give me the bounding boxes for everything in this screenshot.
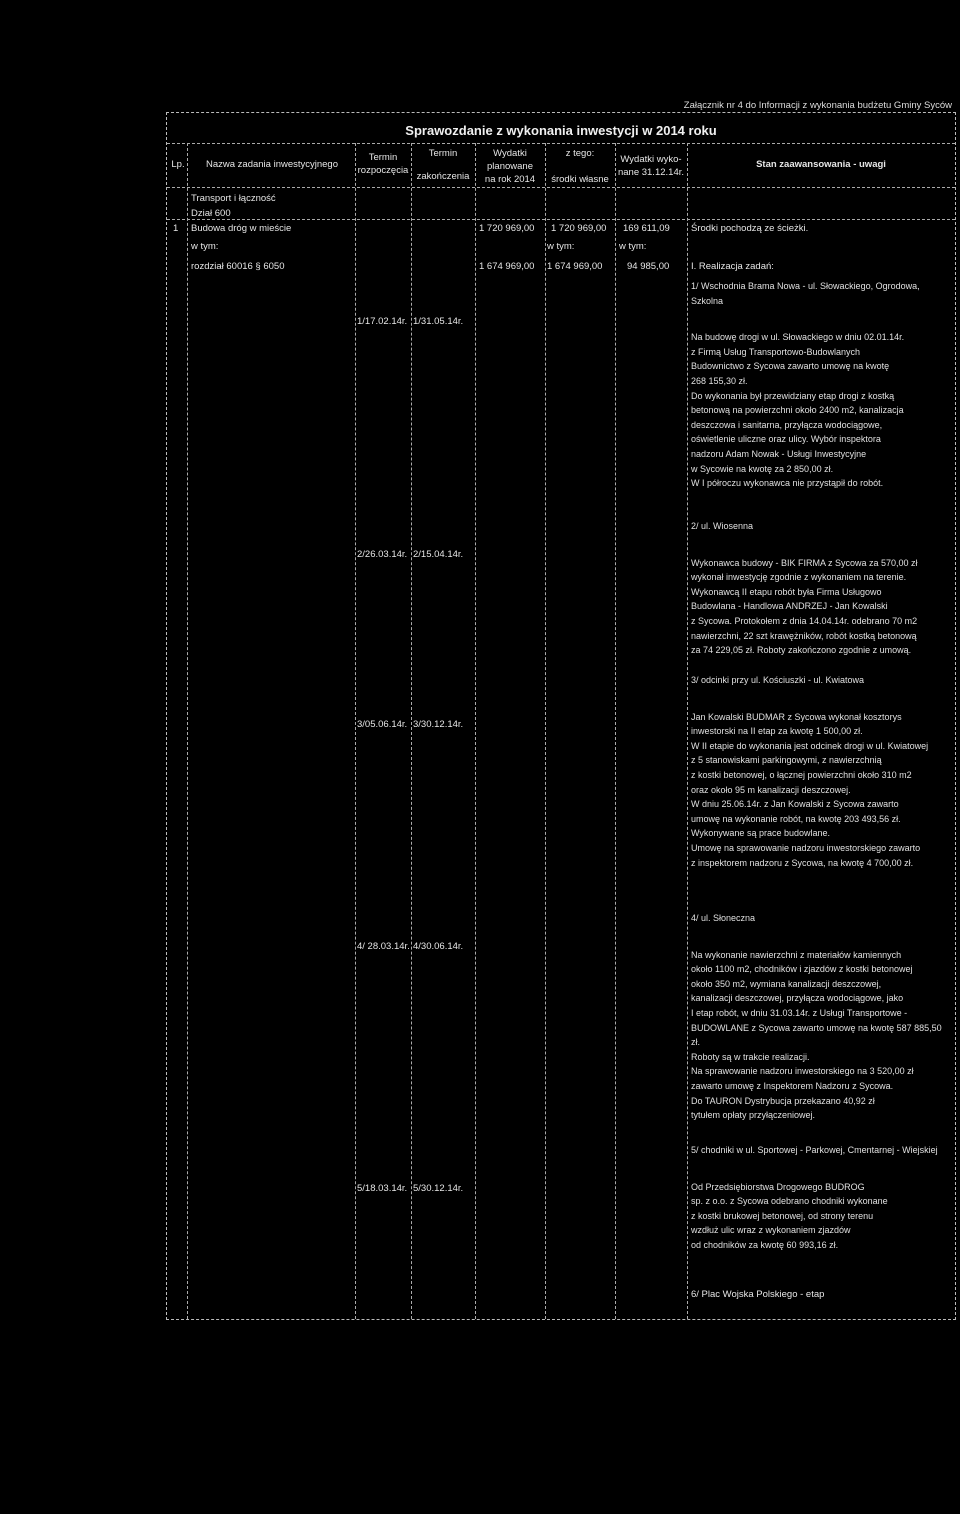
- entry-line: około 350 m2, wymiana kanalizacji deszczowej,: [691, 978, 882, 989]
- entry-3: [691, 673, 953, 870]
- entry-4: [691, 911, 953, 1123]
- entry-line: I etap robót, w dniu 31.03.14r. z Usługi Transportowe -: [691, 1007, 908, 1018]
- entry-heading: 2/ ul. Wiosenna: [691, 521, 754, 531]
- item-planned: 1 720 969,00: [479, 223, 535, 234]
- header-end: Termin zakończenia: [416, 148, 470, 182]
- entry-line: Wykonawcą II etapu robót była Firma Usługowo: [691, 586, 882, 597]
- report-title: Sprawozdanie z wykonania inwestycji w 2014 roku: [405, 123, 717, 138]
- w-tym-label: w tym:: [191, 241, 219, 252]
- entry-line: z kostki brukowej betonowej, od strony terenu: [691, 1210, 874, 1221]
- entry-line: Do wykonania był przewidziany etap drogi z kostką: [691, 390, 895, 401]
- entry-line: deszczowa i sanitarna, przyłącza wodociągowe,: [691, 419, 883, 430]
- sub-planned: 1 674 969,00: [479, 261, 535, 272]
- entry-heading: 3/ odcinki przy ul. Kościuszki - ul. Kwiatowa: [691, 675, 865, 685]
- entry-line: za 74 229,05 zł. Roboty zakończono zgodnie z umową.: [691, 645, 912, 656]
- dzial-label: Dział 600: [191, 208, 231, 219]
- entry-line: oraz około 95 m kanalizacji deszczowej.: [691, 784, 851, 795]
- entry-line: wykonał inwestycję zgodnie z wykonaniem na terenie.: [691, 572, 907, 583]
- item-status: Środki pochodzą ze ścieżki.: [691, 223, 809, 234]
- entry-line: nawierzchni, 22 szt krawężników, robót kostką betonową: [691, 630, 917, 641]
- entry-line: Umowę na sprawowanie nadzoru inwestorskiego zawarto: [691, 842, 921, 853]
- entry-end-date: 1/31.05.14r.: [413, 316, 464, 327]
- rule-header-top: [167, 143, 955, 144]
- entry-line: około 1100 m2, chodników i zjazdów z kostki betonowej: [691, 964, 913, 975]
- header-lp: Lp.: [171, 159, 185, 170]
- entry-line: tytułem opłaty przyłączeniowej.: [691, 1110, 816, 1121]
- entry-line: w Sycowie na kwotę za 2 850,00 zł.: [691, 463, 834, 474]
- entry-start-date: 1/17.02.14r.: [357, 316, 408, 327]
- entry-end-date: 2/15.04.14r.: [413, 549, 464, 560]
- entry-line: Wykonywane są prace budowlane.: [691, 828, 830, 839]
- sub-own: 1 674 969,00: [547, 261, 603, 272]
- entry-line: Roboty są w trakcie realizacji.: [691, 1051, 810, 1062]
- entry-line: W I półroczu wykonawca nie przystąpił do robót.: [691, 478, 884, 489]
- header-planned: Wydatki planowane na rok 2014: [484, 148, 536, 185]
- w-tym-label-exec: w tym:: [619, 241, 647, 252]
- sub-status: I. Realizacja zadań:: [691, 261, 774, 272]
- entry-line: Na budowę drogi w ul. Słowackiego w dniu 02.01.14r.: [691, 332, 905, 343]
- entry-line: inwestorski na II etap za kwotę 1 500,00 zł.: [691, 726, 863, 737]
- col-sep-own: [615, 143, 616, 1319]
- entry-start-date: 5/18.03.14r.: [357, 1183, 408, 1194]
- entry-line: z inspektorem nadzoru z Sycowa, na kwotę 4 700,00 zł.: [691, 857, 914, 868]
- entry-line: kanalizacji deszczowej, przyłącza wodociągowe, jako: [691, 993, 904, 1004]
- entry-line: Na wykonanie nawierzchni z materiałów kamiennych: [691, 949, 902, 960]
- rule-header-bottom: [167, 187, 955, 188]
- footer-entry: 6/ Plac Wojska Polskiego - etap: [691, 1289, 825, 1300]
- col-sep-name: [355, 143, 356, 1319]
- header-start: Termin rozpoczęcia: [357, 152, 409, 176]
- entry-heading: 4/ ul. Słoneczna: [691, 913, 756, 923]
- col-sep-start: [411, 143, 412, 1319]
- header-executed: Wydatki wyko- nane 31.12.14r.: [617, 154, 685, 178]
- entry-line: Na sprawowanie nadzoru inwestorskiego na 3 520,00 zł: [691, 1066, 914, 1077]
- entry-5: [691, 1143, 953, 1253]
- col-sep-lp: [187, 143, 188, 1319]
- entry-line: umowę na wykonanie robót, na kwotę 203 493,56 zł.: [691, 813, 901, 824]
- item-own: 1 720 969,00: [551, 223, 607, 234]
- col-sep-executed: [687, 143, 688, 1319]
- w-tym-label-own: w tym:: [547, 241, 575, 252]
- sub-executed: 94 985,00: [627, 261, 670, 272]
- entry-line: oświetlenie uliczne oraz ulicy. Wybór inspektora: [691, 434, 881, 445]
- entry-line: wzdłuż ulic wraz z wykonaniem zjazdów: [691, 1225, 851, 1236]
- entry-line: zawarto umowę z Inspektorem Nadzoru z Sycowa.: [691, 1080, 894, 1091]
- entry-line: od chodników za kwotę 60 993,16 zł.: [691, 1239, 839, 1250]
- sub-name: rozdział 60016 § 6050: [191, 261, 285, 272]
- entry-line: Do TAURON Dystrybucja przekazano 40,92 zł: [691, 1095, 875, 1106]
- header-name: Nazwa zadania inwestycyjnego: [205, 159, 339, 170]
- entry-line: Od Przedsiębiorstwa Drogowego BUDROG: [691, 1181, 865, 1192]
- entry-end-date: 5/30.12.14r.: [413, 1183, 464, 1194]
- entry-2: [691, 519, 953, 658]
- entry-line: z kostki betonowej, o łącznej powierzchni około 310 m2: [691, 769, 912, 780]
- entry-start-date: 4/ 28.03.14r.: [357, 941, 410, 952]
- item-name: Budowa dróg w mieście: [191, 223, 292, 234]
- entry-line: Budownictwo z Sycowa zawarto umowę na kwotę: [691, 361, 890, 372]
- header-own: z tego: środki własne: [551, 148, 609, 185]
- entry-line: Jan Kowalski BUDMAR z Sycowa wykonał kosztorys: [691, 711, 902, 722]
- entry-heading: 1/ Wschodnia Brama Nowa - ul. Słowackiego, Ogrodowa, Szkolna: [691, 281, 920, 306]
- entry-line: Budowlana - Handlowa ANDRZEJ - Jan Kowalski: [691, 601, 888, 612]
- col-sep-planned: [545, 143, 546, 1319]
- entry-1: [691, 279, 953, 491]
- item-executed: 169 611,09: [623, 223, 670, 234]
- attachment-note: Załącznik nr 4 do Informacji z wykonania budżetu Gminy Syców: [683, 100, 952, 111]
- entry-line: nadzoru Adam Nowak - Usługi Inwestycyjne: [691, 448, 867, 459]
- report-sheet: [166, 112, 956, 1320]
- entry-line: sp. z o.o. z Sycowa odebrano chodniki wykonane: [691, 1196, 888, 1207]
- entry-line: W II etapie do wykonania jest odcinek drogi w ul. Kwiatowej: [691, 740, 929, 751]
- entry-end-date: 4/30.06.14r.: [413, 941, 464, 952]
- entry-line: betonową na powierzchni około 2400 m2, kanalizacja: [691, 405, 904, 416]
- entry-start-date: 3/05.06.14r.: [357, 719, 408, 730]
- entry-line: z Firmą Usług Transportowo-Budowlanych: [691, 346, 861, 357]
- entry-line: BUDOWLANE z Sycowa zawarto umowę na kwotę 587 885,50 zł.: [691, 1022, 942, 1048]
- category-label: Transport i łączność: [191, 193, 276, 204]
- entry-end-date: 3/30.12.14r.: [413, 719, 464, 730]
- entry-line: 268 155,30 zł.: [691, 375, 748, 386]
- entry-line: Wykonawca budowy - BIK FIRMA z Sycowa za 570,00 zł: [691, 557, 918, 568]
- entry-line: W dniu 25.06.14r. z Jan Kowalski z Sycowa zawarto: [691, 799, 899, 810]
- col-sep-end: [475, 143, 476, 1319]
- entry-line: z 5 stanowiskami parkingowymi, z nawierzchnią: [691, 755, 882, 766]
- rule-section: [167, 219, 955, 220]
- row-lp: 1: [173, 223, 179, 234]
- entry-line: z Sycowa. Protokołem z dnia 14.04.14r. odebrano 70 m2: [691, 615, 918, 626]
- entry-start-date: 2/26.03.14r.: [357, 549, 408, 560]
- entry-heading: 5/ chodniki w ul. Sportowej - Parkowej, Cmentarnej - Wiejskiej: [691, 1145, 938, 1155]
- header-status: Stan zaawansowania - uwagi: [756, 159, 886, 170]
